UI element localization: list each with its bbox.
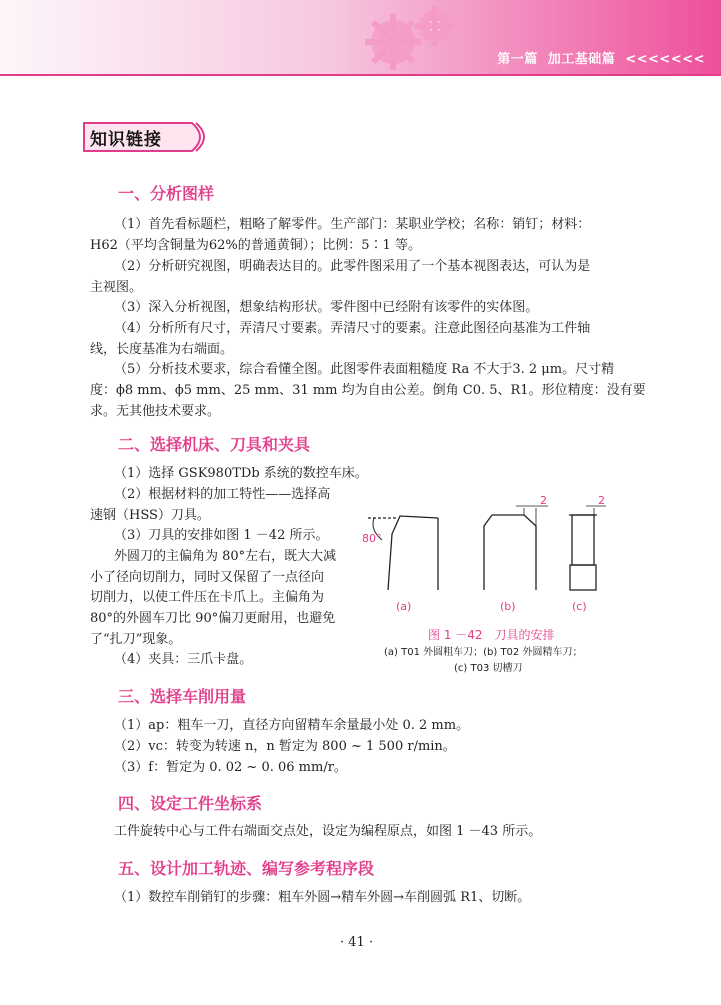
paragraph-line: 线，长度基准为右端面。 <box>90 342 234 357</box>
figure-label-a: (a) <box>396 600 412 613</box>
figure-dim-c: 2 <box>598 494 605 507</box>
paragraph-line: （5）分析技术要求，综合看懂全图。此图零件表面粗糙度 Ra 不大于3. 2 μm。尺寸精 <box>114 362 615 377</box>
paragraph-line: （4）分析所有尺寸，弄清尺寸要素。弄清尺寸的要素。注意此图径向基准为工件轴 <box>114 321 591 336</box>
knowledge-badge-label: 知识链接 <box>90 130 162 150</box>
paragraph-line: （2）vc：转变为转速 n，n 暂定为 800 ~ 1 500 r/min。 <box>114 739 456 754</box>
section-heading: 四、设定工件坐标系 <box>118 794 263 813</box>
paragraph-line: H62（平均含铜量为62%的普通黄铜）；比例：5∶1 等。 <box>90 238 421 253</box>
header-title <box>487 48 705 67</box>
section-heading: 二、选择机床、刀具和夹具 <box>118 435 311 454</box>
paragraph-line: （1）ap：粗车一刀，直径方向留精车余量最小处 0. 2 mm。 <box>114 718 470 733</box>
figure-caption: 图 1 －42 刀具的安排 <box>428 628 555 642</box>
section-heading: 五、设计加工轨迹、编写参考程序段 <box>118 859 375 878</box>
paragraph-line: （4）夹具：三爪卡盘。 <box>114 652 253 667</box>
paragraph-line: 速钢（HSS）刀具。 <box>90 508 210 523</box>
paragraph-line: （1）首先看标题栏，粗略了解零件。生产部门：某职业学校；名称：销钉；材料： <box>114 217 591 232</box>
paragraph-line: （2）根据材料的加工特性——选择高 <box>114 487 331 502</box>
section-heading: 一、分析图样 <box>118 184 215 203</box>
paragraph-line: （3）深入分析视图，想象结构形状。零件图中已经附有该零件的实体图。 <box>114 300 539 315</box>
paragraph-line: 主视图。 <box>90 280 143 295</box>
header-section: 加工基础篇 <box>547 52 616 67</box>
paragraph-line: （1）选择 GSK980TDb 系统的数控车床。 <box>114 466 368 481</box>
paragraph-line: 外圆刀的主偏角为 80°左右，既大大减 <box>114 549 337 564</box>
section-heading: 三、选择车削用量 <box>118 687 247 706</box>
paragraph-line: 小了径向切削力，同时又保留了一点径向 <box>90 570 325 585</box>
header-part: 第一篇 <box>497 52 538 67</box>
figure-label-c: (c) <box>572 600 587 613</box>
paragraph-line: （1）数控车削销钉的步骤：粗车外圆→精车外圆→车削圆弧 R1、切断。 <box>114 890 531 905</box>
paragraph-line: 工件旋转中心与工件右端面交点处，设定为编程原点，如图 1 －43 所示。 <box>114 824 542 839</box>
figure-subcaption: (c) T03 切槽刀 <box>454 663 523 674</box>
page-number: · 41 · <box>340 935 374 950</box>
figure-subcaption: (a) T01 外圆粗车刀；(b) T02 外圆精车刀； <box>384 647 583 658</box>
paragraph-line: 度：ϕ8 mm、ϕ5 mm、25 mm、31 mm 均为自由公差。倒角 C0. 5、R1。形位精度：没有要 <box>90 383 646 398</box>
tool-arrangement-figure <box>360 490 610 620</box>
figure-label-b: (b) <box>500 600 516 613</box>
paragraph-line: 求。无其他技术要求。 <box>90 404 221 419</box>
paragraph-line: 切削力，以使工件压在卡爪上。主偏角为 <box>90 590 325 605</box>
paragraph-line: （3）刀具的安排如图 1 －42 所示。 <box>114 528 329 543</box>
header-arrows: <<<<<<< <box>625 52 705 67</box>
paragraph-line: 了“扎刀”现象。 <box>90 632 182 647</box>
gears-icon <box>355 2 475 72</box>
paragraph-line: （2）分析研究视图，明确表达目的。此零件图采用了一个基本视图表达，可认为是 <box>114 259 591 274</box>
figure-dim-b: 2 <box>540 494 547 507</box>
paragraph-line: （3）f：暂定为 0. 02 ~ 0. 06 mm/r。 <box>114 760 347 775</box>
header-stripe <box>0 74 721 76</box>
figure-angle-label: 80° <box>362 532 382 545</box>
paragraph-line: 80°的外圆车刀比 90°偏刀更耐用，也避免 <box>90 611 336 626</box>
